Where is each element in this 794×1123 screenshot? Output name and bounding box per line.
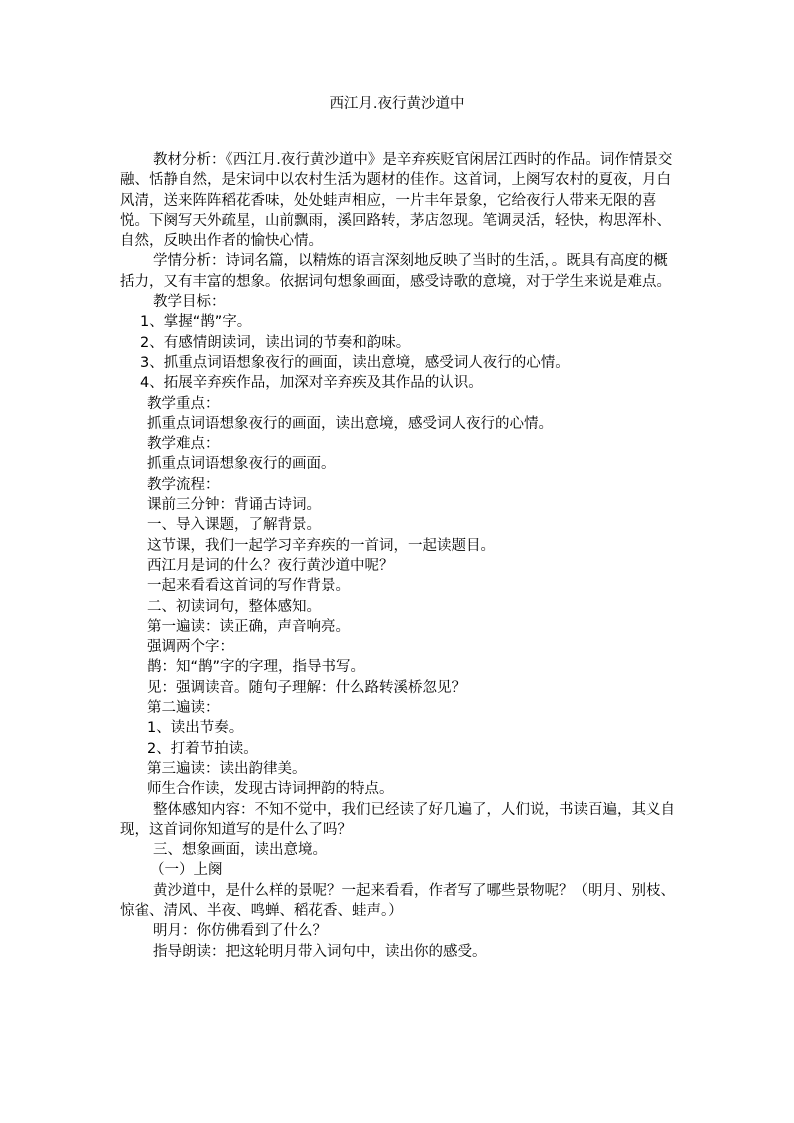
process-line: 西江月是词的什么？夜行黄沙道中呢？ xyxy=(147,557,394,574)
section-heading: 三、想象画面，读出意境。 xyxy=(153,842,327,859)
goal-item: 4、拓展辛弃疾作品，加深对辛弃疾及其作品的认识。 xyxy=(140,375,483,392)
process-line: 明月：你仿佛看到了什么？ xyxy=(153,923,327,940)
document-title: 西江月.夜行黄沙道中 xyxy=(329,96,465,112)
goal-item: 1、掌握“鹊”字。 xyxy=(140,314,252,331)
section-heading: 二、初读词句，整体感知。 xyxy=(147,598,321,615)
process-line: 一起来看看这首词的写作背景。 xyxy=(147,578,350,595)
heading-teaching-focus: 教学重点： xyxy=(147,395,220,412)
paragraph-material-analysis: 教材分析：《西江月.夜行黄沙道中》是辛弃疾贬官闲居江西时的作品。词作情景交融、恬静自然，是宋词中以农村生活为题材的佳作。这首词，上阕写农村的夏夜，月白风清，送来阵阵稻花香味，处处蛙声相应，一片丰年景象，它给夜行人带来无限的喜悦。下阕写天外疏星，山前飘雨，溪回路转，茅店忽现。笔调灵活，轻快，构思浑朴、自然，反映出作者的愉快心情。 xyxy=(120,152,673,250)
heading-teaching-difficulty: 教学难点： xyxy=(147,436,220,453)
subsection-heading: （一）上阕 xyxy=(150,862,223,879)
heading-teaching-goals: 教学目标： xyxy=(153,294,226,311)
process-line: 指导朗读：把这轮明月带入词句中，读出你的感受。 xyxy=(153,943,487,960)
text-teaching-difficulty: 抓重点词语想象夜行的画面。 xyxy=(147,456,336,473)
document-body xyxy=(120,150,680,962)
process-line: 第二遍读： xyxy=(147,700,220,717)
process-line: 1、读出节奏。 xyxy=(147,720,244,737)
goal-item: 2、有感情朗读词，读出词的节奏和韵味。 xyxy=(140,334,411,351)
paragraph-learner-analysis: 学情分析：诗词名篇，以精炼的语言深刻地反映了当时的生活，。既具有高度的概括力，又有丰富的想象。依据词句想象画面，感受诗歌的意境，对于学生来说是难点。 xyxy=(120,253,671,290)
paragraph-scenery-question: 黄沙道中，是什么样的景呢？一起来看看，作者写了哪些景物呢？（明月、别枝、惊雀、清风、半夜、鸣蝉、稻花香、蛙声。） xyxy=(120,882,675,919)
process-line: 见：强调读音。随句子理解：什么路转溪桥忽见？ xyxy=(147,679,466,696)
process-line: 这节课，我们一起学习辛弃疾的一首词，一起读题目。 xyxy=(147,537,495,554)
paragraph-overall-perception: 整体感知内容：不知不觉中，我们已经读了好几遍了，人们说，书读百遍，其义自现，这首词你知道写的是什么了吗？ xyxy=(120,801,675,838)
goal-item: 3、抓重点词语想象夜行的画面，读出意境，感受词人夜行的心情。 xyxy=(140,354,570,371)
process-line: 课前三分钟：背诵古诗词。 xyxy=(147,497,321,514)
heading-teaching-process: 教学流程： xyxy=(147,476,220,493)
section-heading: 一、导入课题，了解背景。 xyxy=(147,517,321,534)
process-line: 第一遍读：读正确，声音响亮。 xyxy=(147,618,350,635)
process-line: 鹊：知“鹊”字的字理，指导书写。 xyxy=(147,659,366,676)
process-line: 强调两个字： xyxy=(147,639,234,656)
process-line: 师生合作读，发现古诗词押韵的特点。 xyxy=(147,781,394,798)
text-teaching-focus: 抓重点词语想象夜行的画面，读出意境，感受词人夜行的心情。 xyxy=(147,415,553,432)
process-line: 第三遍读：读出韵律美。 xyxy=(147,760,307,777)
process-line: 2、打着节拍读。 xyxy=(147,740,258,757)
